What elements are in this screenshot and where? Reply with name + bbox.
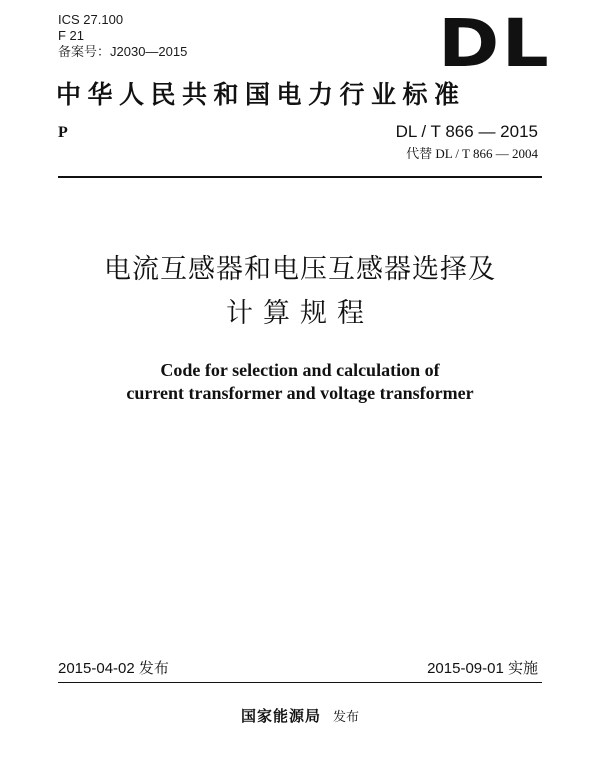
english-title-line-1: Code for selection and calculation of [160,360,440,380]
issue-date: 2015-04-02 发布 [58,660,169,677]
dl-logo: DL [438,5,551,82]
publisher [0,706,600,728]
ics-code: ICS 27.100 [58,12,124,27]
issuing-organization-title: 中华人民共和国电力行业标准 [56,80,466,109]
standard-number: DL / T 866 — 2015 [395,122,538,141]
header-divider [58,176,542,178]
chinese-title-line-2: 计算规程 [226,298,374,329]
publisher-name: 国家能源局 [240,707,321,725]
ccs-code: F 21 [58,28,85,43]
classification-letter: P [58,124,68,141]
english-title-line-2: current transformer and voltage transformer [126,383,474,403]
footer-divider [58,682,542,683]
publisher-action: 发布 [333,710,360,725]
replaces-standard: 代替 DL / T 866 — 2004 [406,146,538,161]
implementation-date: 2015-09-01 实施 [427,660,538,677]
chinese-title-line-1: 电流互感器和电压互感器选择及 [104,254,496,285]
record-number: 备案号：J2030—2015 [58,44,188,59]
